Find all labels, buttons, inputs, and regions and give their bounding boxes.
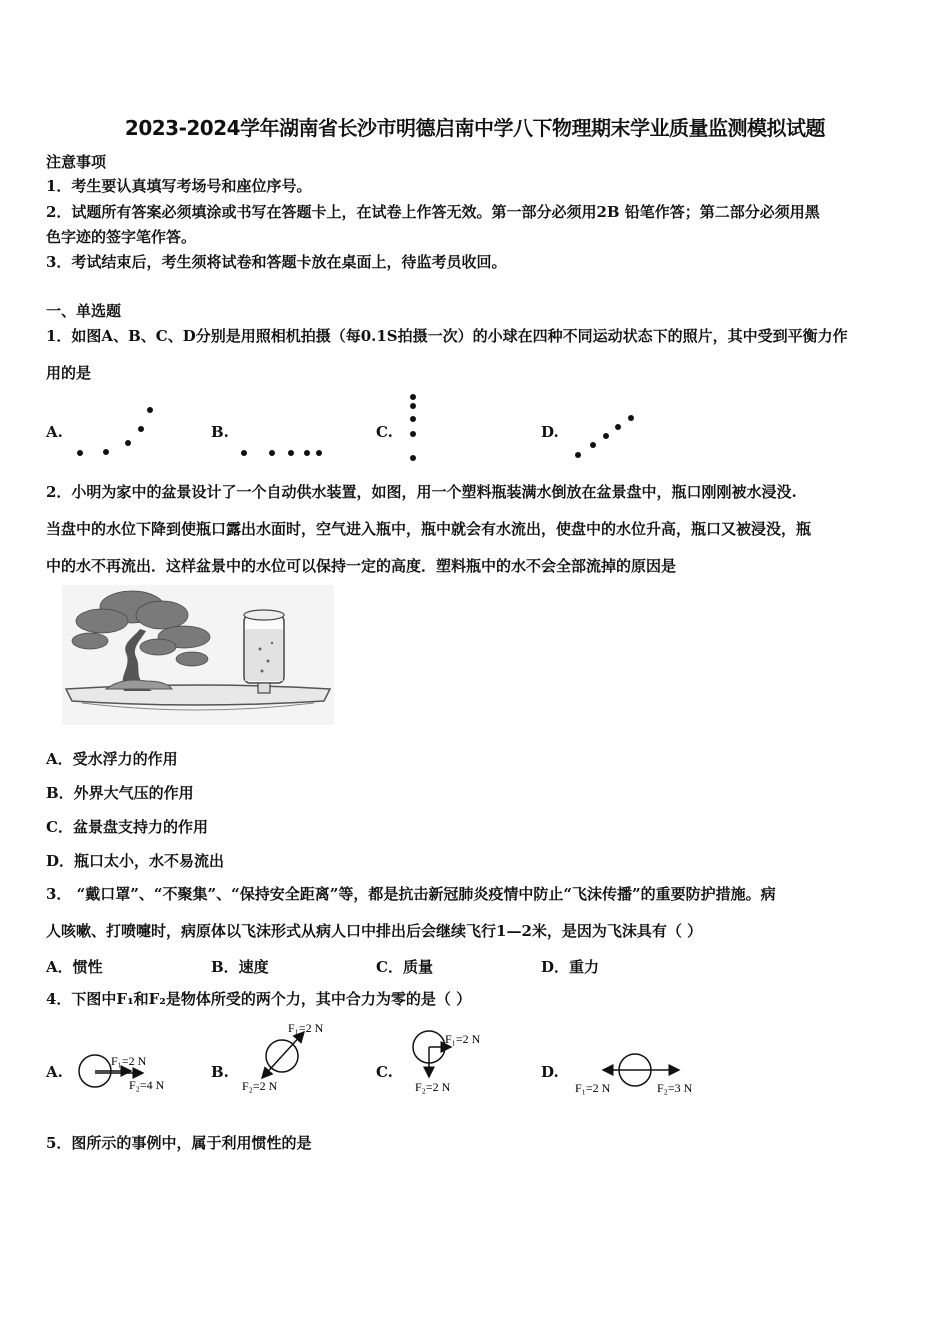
notice-heading: 注意事项 <box>46 153 107 171</box>
q4-option-d-diagram <box>575 1050 715 1098</box>
q3-option-a: A．惯性 <box>46 958 103 976</box>
page-title: 2023-2024学年湖南省长沙市明德启南中学八下物理期末学业质量监测模拟试题 <box>124 116 826 140</box>
q1-option-b-label: B. <box>211 423 229 441</box>
bonsai-water-bottle-figure <box>62 585 334 725</box>
q4-c-f1-label: F₁=2 N <box>445 1032 481 1046</box>
q4-a-f1-label: F₁=2 N <box>111 1054 147 1068</box>
q4-option-d-label: D. <box>541 1063 559 1081</box>
q4-option-c-diagram <box>405 1025 505 1097</box>
q2-option-a: A．受水浮力的作用 <box>46 750 178 768</box>
q1-option-a-label: A. <box>46 423 63 441</box>
notice-item: 1．考生要认真填写考场号和座位序号。 <box>46 177 312 195</box>
notice-item: 2．试题所有答案必须填涂或书写在答题卡上，在试卷上作答无效。第一部分必须用2B 铅笔作答；第二部分必须用黑 <box>46 203 820 221</box>
q1-option-c-dots <box>400 390 430 466</box>
q1-option-d-dots <box>568 405 648 465</box>
q1-option-c-label: C. <box>376 423 393 441</box>
q3-option-d: D．重力 <box>541 958 600 976</box>
q4-b-f1-label: F₁=2 N <box>288 1021 324 1035</box>
q4-option-c-label: C. <box>376 1063 393 1081</box>
q4-b-f2-label: F₂=2 N <box>242 1079 278 1093</box>
notice-item: 色字迹的签字笔作答。 <box>46 228 197 246</box>
q2-option-d: D．瓶口太小，水不易流出 <box>46 852 225 870</box>
q1-option-b-dots <box>232 440 332 464</box>
question-2-text: 2．小明为家中的盆景设计了一个自动供水装置，如图，用一个塑料瓶装满水倒放在盆景盘中，瓶口刚刚被水浸没. <box>46 483 797 501</box>
q3-option-b: B．速度 <box>211 958 269 976</box>
q2-option-b: B．外界大气压的作用 <box>46 784 194 802</box>
q4-c-f2-label: F₂=2 N <box>415 1080 451 1094</box>
question-2-text: 当盘中的水位下降到使瓶口露出水面时，空气进入瓶中，瓶中就会有水流出，使盘中的水位升高，瓶口又被浸没，瓶 <box>46 520 812 538</box>
q4-option-b-label: B. <box>211 1063 229 1081</box>
q1-option-d-label: D. <box>541 423 559 441</box>
question-1-text: 1．如图A、B、C、D分别是用照相机拍摄（每0.1S拍摄一次）的小球在四种不同运动状态下的照片，其中受到平衡力作 <box>46 327 848 345</box>
question-3-text: 3． “戴口罩”、“不聚集”、“保持安全距离”等，都是抗击新冠肺炎疫情中防止“飞沫传播”的重要防护措施。病 <box>46 885 776 903</box>
q2-option-c: C．盆景盘支持力的作用 <box>46 818 208 836</box>
notice-item: 3．考试结束后，考生须将试卷和答题卡放在桌面上，待监考员收回。 <box>46 253 507 271</box>
section-heading: 一、单选题 <box>46 302 122 320</box>
question-2-text: 中的水不再流出．这样盆景中的水位可以保持一定的高度．塑料瓶中的水不会全部流掉的原因是 <box>46 557 677 575</box>
q3-option-c: C．质量 <box>376 958 433 976</box>
q4-a-f2-label: F₂=4 N <box>129 1078 165 1092</box>
q4-d-f2-label: F₂=3 N <box>657 1081 693 1095</box>
q4-option-b-diagram <box>240 1020 340 1098</box>
question-3-text: 人咳嗽、打喷嚏时，病原体以飞沫形式从病人口中排出后会继续飞行1—2米，是因为飞沫具有（ ） <box>46 922 703 940</box>
question-4-text: 4．下图中F₁和F₂是物体所受的两个力，其中合力为零的是（ ） <box>46 990 472 1008</box>
q4-option-a-diagram <box>75 1045 185 1100</box>
q4-d-f1-label: F₁=2 N <box>575 1081 611 1095</box>
question-1-text: 用的是 <box>46 364 92 382</box>
q4-option-a-label: A. <box>46 1063 63 1081</box>
q1-option-a-dots <box>70 395 170 465</box>
question-5-text: 5．图所示的事例中，属于利用惯性的是 <box>46 1134 312 1152</box>
